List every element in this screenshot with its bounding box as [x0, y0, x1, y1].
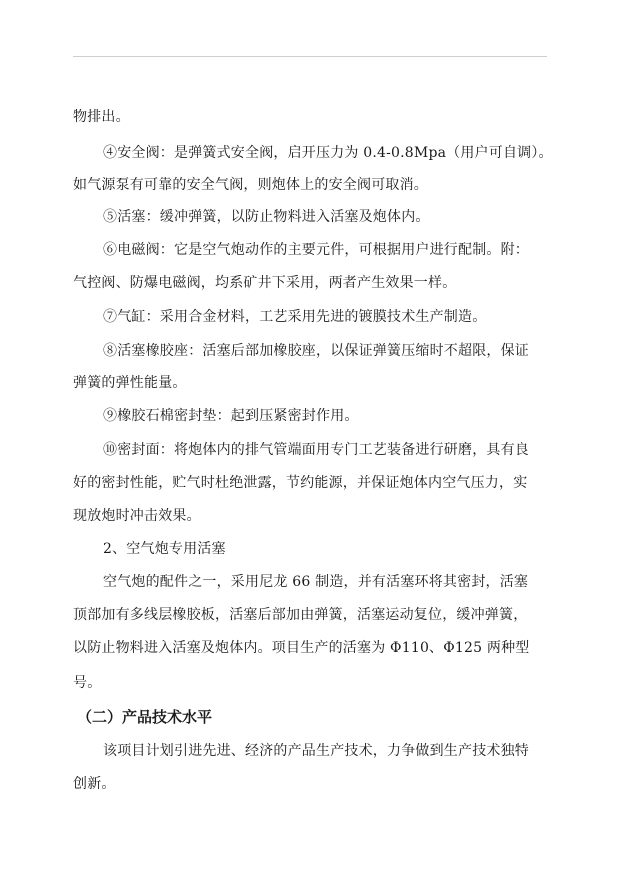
- paragraph-line: 空气炮的配件之一，采用尼龙 66 制造，并有活塞环将其密封，活塞: [103, 574, 529, 590]
- subheading-line: 2、空气炮专用活塞: [103, 541, 226, 557]
- paragraph-line: ⑥电磁阀：它是空气炮动作的主要元件，可根据用户进行配制。附：: [103, 242, 529, 258]
- paragraph-line: ⑨橡胶石棉密封垫：起到压紧密封作用。: [103, 408, 359, 424]
- paragraph-line: 如气源泵有可靠的安全气阀，则炮体上的安全阀可取消。: [73, 177, 428, 193]
- paragraph-line: 现放炮时冲击效果。: [73, 508, 201, 524]
- paragraph-line: 顶部加有多线层橡胶板，活塞后部加由弹簧，活塞运动复位，缓冲弹簧，: [73, 607, 528, 623]
- paragraph-line: ④安全阀：是弹簧式安全阀，启开压力为 0.4-0.8Mpa（用户可自调）。: [103, 145, 553, 161]
- paragraph-line: 以防止物料进入活塞及炮体内。项目生产的活塞为 Φ110、Φ125 两种型: [73, 640, 530, 656]
- paragraph-line: ⑩密封面：将炮体内的排气管端面用专门工艺装备进行研磨，具有良: [103, 442, 529, 458]
- paragraph-line: ⑧活塞橡胶座：活塞后部加橡胶座，以保证弹簧压缩时不超限，保证: [103, 343, 529, 359]
- paragraph-line: ⑤活塞：缓冲弹簧，以防止物料进入活塞及炮体内。: [103, 209, 430, 225]
- paragraph-line: 号。: [73, 675, 102, 691]
- paragraph-line: 创新。: [73, 776, 116, 792]
- header-rule: [73, 56, 547, 57]
- paragraph-line: 该项目计划引进先进、经济的产品生产技术，力争做到生产技术独特: [103, 743, 529, 759]
- paragraph-line: 气控阀、防爆电磁阀，均系矿井下采用，两者产生效果一样。: [73, 275, 457, 291]
- section-heading: （二）产品技术水平: [77, 708, 213, 726]
- paragraph-line: ⑦气缸：采用合金材料，工艺采用先进的镀膜技术生产制造。: [103, 309, 487, 325]
- paragraph-line: 物排出。: [73, 109, 130, 125]
- paragraph-line: 弹簧的弹性能量。: [73, 375, 187, 391]
- paragraph-line: 好的密封性能，贮气时杜绝泄露，节约能源，并保证炮体内空气压力，实: [73, 475, 528, 491]
